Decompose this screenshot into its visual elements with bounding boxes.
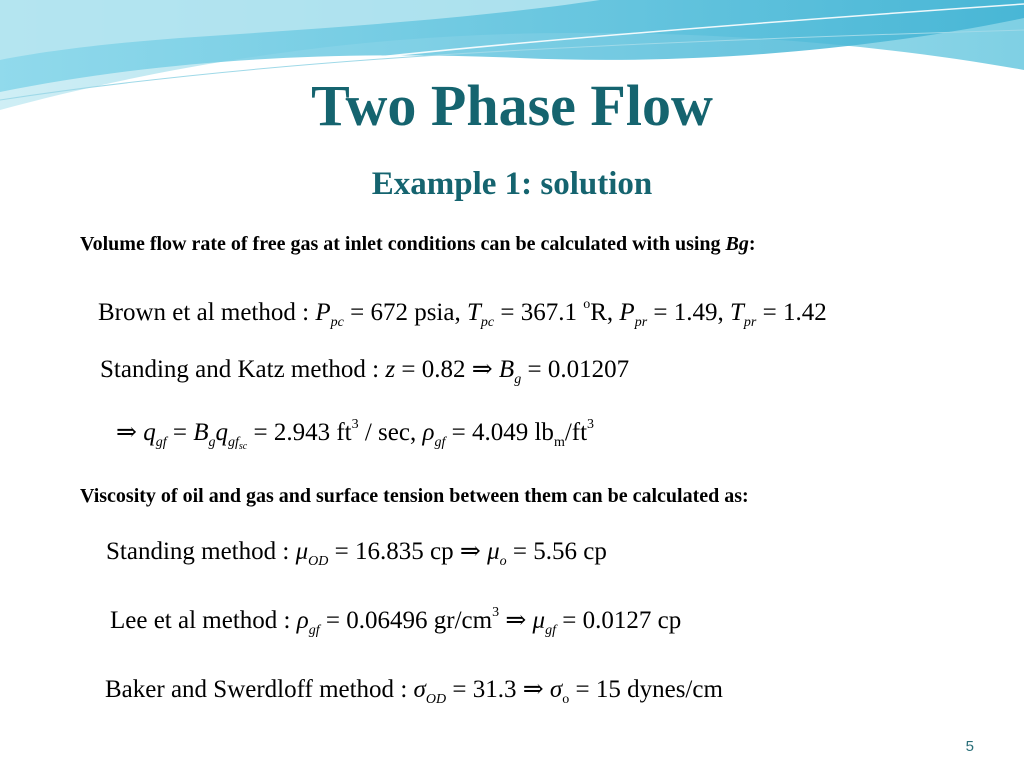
brown-label: Brown et al method (98, 299, 296, 326)
standing-katz-label: Standing and Katz method (100, 356, 366, 383)
gas-intro (80, 233, 756, 256)
standing-label: Standing method (106, 538, 277, 565)
brown-method-equation: Brown et al method : $P_{pc} = 672$ psia, $T_{pc} = 367.1$ $^o$R, $P_{pr} = 1.49$, $T_{pr} = 1.42$ (98, 297, 827, 330)
gas-intro-var: Bg (725, 233, 749, 255)
rho-gf-value: 4.049 (471, 419, 529, 446)
qgf-unit: ft (336, 419, 352, 446)
qgf-value: 2.943 (273, 419, 331, 446)
page-title: Two Phase Flow (311, 73, 713, 138)
tpc-unit: R, (590, 299, 614, 326)
baker-label: Baker and Swerdloff method (105, 676, 395, 703)
muo-value: 5.56 (533, 538, 577, 565)
muo-unit: cp (583, 538, 607, 565)
z-value: 0.82 (421, 356, 466, 383)
rho-unit-tail: /ft (564, 419, 588, 446)
page-number: 5 (965, 738, 974, 755)
standing-viscosity-equation: Standing method : $\mu_{OD} = 16.835$ cp ⇒ $\mu_o = 5.56$ cp (106, 538, 607, 569)
muod-value: 16.835 (355, 538, 424, 565)
ppc-unit: psia, (414, 299, 461, 326)
gas-intro-end: : (748, 233, 756, 255)
gas-intro-text: Volume flow rate of free gas at inlet conditions can be calculated with using (80, 233, 726, 255)
lee-mu-unit: cp (657, 607, 682, 634)
lee-equation: Lee et al method : $\rho_{gf} = 0.06496$ $gr/cm^3$ ⇒ $\mu_{gf} = 0.0127$ cp (110, 605, 682, 638)
qgf-unit-tail: / sec, (364, 419, 417, 446)
lee-mu-value: 0.0127 (582, 607, 652, 634)
viscosity-intro: Viscosity of oil and gas and surface tension between them can be calculated as: (80, 485, 749, 507)
ppr-value: 1.49, (673, 299, 724, 326)
muod-unit: cp (430, 538, 454, 565)
sigma-o-value: 15 (595, 676, 621, 703)
ppc-value: 672 (370, 299, 408, 326)
lee-label: Lee et al method (110, 607, 278, 634)
lee-rho-value: 0.06496 (346, 607, 428, 634)
tpr-value: 1.42 (782, 299, 827, 326)
standing-katz-equation: Standing and Katz method : z = 0.82 ⇒ $B_g = 0.01207$ (100, 356, 630, 387)
bg-value: 0.01207 (547, 356, 630, 383)
lee-rho-unit: gr/cm (433, 607, 493, 634)
sigma-unit: dynes/cm (627, 676, 723, 703)
gas-flow-equation: ⇒ $q_{gf} = B_gq_{gf_{sc}} = 2.943$ $ft^3$ / sec, $\rho_{gf} = 4.049$ $lb_m/ft^3$ (116, 417, 595, 452)
tpc-value: 367.1 (520, 299, 577, 326)
rho-unit: lb (534, 419, 554, 446)
baker-equation: Baker and Swerdloff method : $\sigma_{OD} = 31.3$ ⇒ $\sigma_o = 15$ dynes/cm (105, 676, 723, 707)
sigma-od-value: 31.3 (472, 676, 517, 703)
page-subtitle: Example 1: solution (371, 166, 653, 202)
